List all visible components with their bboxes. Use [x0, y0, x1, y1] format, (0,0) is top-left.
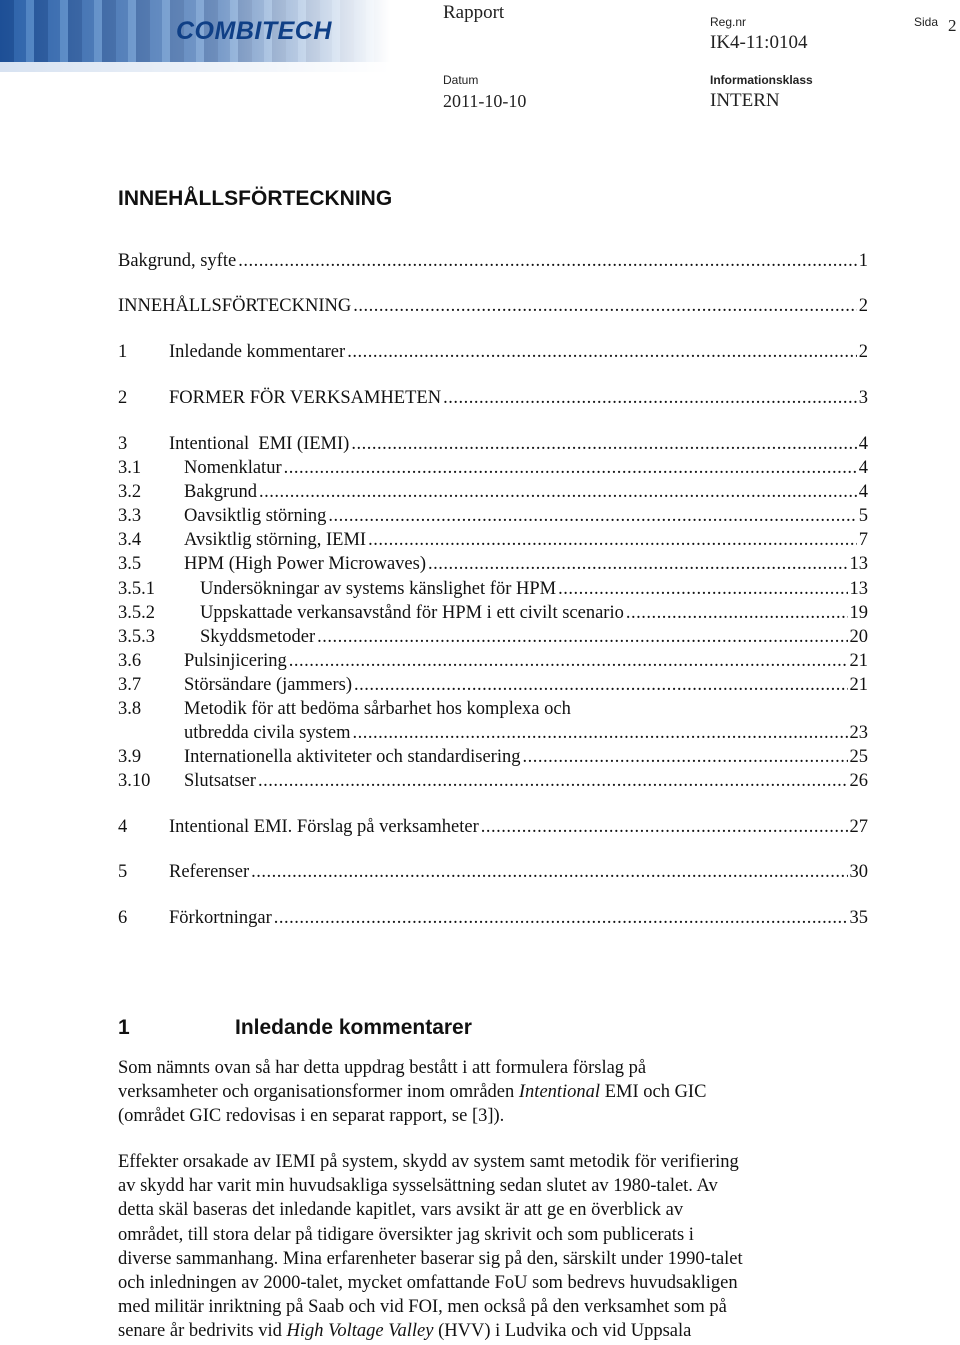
toc-entry-title: Referenser	[169, 862, 250, 882]
toc-entry[interactable]	[118, 673, 868, 697]
toc-entry-page: 26	[849, 771, 868, 791]
toc-entry[interactable]	[118, 577, 868, 601]
date-value: 2011-10-10	[443, 91, 527, 111]
toc-entry-title: Bakgrund, syfte	[118, 251, 237, 271]
page-number: 2	[948, 16, 957, 35]
toc-entry[interactable]	[118, 860, 868, 884]
toc-leader	[258, 769, 848, 793]
toc-entry-title: Skyddsmetoder	[200, 627, 316, 647]
toc-entry-title: Pulsinjicering	[184, 651, 287, 671]
toc-entry-number: 3.4	[118, 530, 142, 550]
section-heading: Inledande kommentarer	[235, 1016, 472, 1039]
logo-wordmark: COMBITECH	[176, 17, 332, 45]
toc-entry[interactable]	[118, 480, 868, 504]
toc-entry[interactable]	[118, 432, 868, 456]
toc-entry-page: 13	[849, 579, 868, 599]
toc-entry-number: 3.5.3	[118, 627, 155, 647]
toc-entry-number: 3.9	[118, 747, 142, 767]
toc-leader	[522, 745, 847, 769]
document-type: Rapport	[443, 2, 505, 23]
toc-entry-title: Uppskattade verkansavstånd för HPM i ett civilt scenario	[200, 603, 624, 623]
toc-leader	[328, 504, 856, 528]
toc-entry[interactable]	[118, 745, 868, 769]
toc-entry-number: 3.5.2	[118, 603, 155, 623]
toc-leader	[289, 649, 848, 673]
toc-entry-page: 2	[858, 296, 868, 316]
toc-entry-page: 13	[849, 554, 868, 574]
toc-leader	[274, 906, 848, 930]
toc-entry-page: 30	[849, 862, 868, 882]
toc-entry[interactable]	[118, 504, 868, 528]
text-line: (området GIC redovisas i en separat rapport, se [3]).	[118, 1106, 505, 1127]
toc-entry-title: Undersökningar av systems känslighet för HPM	[200, 579, 557, 599]
toc-entry[interactable]	[118, 697, 868, 745]
toc-leader	[626, 601, 848, 625]
toc-entry-title: INNEHÅLLSFÖRTECKNING	[118, 296, 352, 316]
toc-entry[interactable]	[118, 340, 868, 364]
toc-entry-number: 4	[118, 817, 128, 837]
toc-entry-page: 4	[858, 458, 868, 478]
regnr-value: IK4-11:0104	[710, 32, 808, 53]
toc-leader	[284, 456, 857, 480]
toc-entry-title: Internationella aktiviteter och standardisering	[184, 747, 521, 767]
toc-entry-page: 1	[858, 251, 868, 271]
toc-entry-page: 21	[849, 675, 868, 695]
toc-leader	[353, 294, 857, 318]
toc-entry[interactable]	[118, 386, 868, 410]
toc-entry-page: 4	[858, 482, 868, 502]
toc-entry-number: 3.5.1	[118, 579, 155, 599]
toc-entry-page: 2	[858, 342, 868, 362]
text-line: verksamheter och organisationsformer inom områden Intentional EMI och GIC	[118, 1082, 707, 1103]
toc-leader	[259, 480, 857, 504]
toc-entry[interactable]	[118, 456, 868, 480]
toc-leader	[251, 860, 847, 884]
toc-entry-number: 3.6	[118, 651, 142, 671]
regnr-label: Reg.nr	[710, 15, 747, 29]
toc-entry-page: 25	[849, 747, 868, 767]
toc-entry-title: Intentional EMI (IEMI)	[169, 434, 350, 454]
toc-entry-page: 23	[849, 723, 868, 743]
toc-entry-page: 27	[849, 817, 868, 837]
toc-entry-number: 3	[118, 434, 128, 454]
italic-term: High Voltage Valley	[286, 1321, 434, 1342]
toc-leader	[354, 673, 848, 697]
toc-entry-number: 3.3	[118, 506, 142, 526]
toc-entry-page: 20	[849, 627, 868, 647]
toc-entry-number: 3.1	[118, 458, 142, 478]
toc-entry[interactable]	[118, 601, 868, 625]
toc-entry-title: Förkortningar	[169, 908, 272, 928]
toc-entry-title: Oavsiktlig störning	[184, 506, 327, 526]
toc-entry-title: FORMER FÖR VERKSAMHETEN	[169, 388, 442, 408]
toc-leader	[428, 552, 847, 576]
toc-entry-title: Inledande kommentarer	[169, 342, 346, 362]
paragraph-1	[118, 1056, 858, 1129]
toc-entry-title: Avsiktlig störning, IEMI	[184, 530, 367, 550]
toc-entry-title: Metodik för att bedöma sårbarhet hos komplexa och	[184, 699, 571, 719]
toc-entry-number: 3.2	[118, 482, 142, 502]
toc-entry-page: 4	[858, 434, 868, 454]
toc-entry-number: 3.8	[118, 699, 142, 719]
toc-entry-number: 6	[118, 908, 128, 928]
toc-entry[interactable]	[118, 528, 868, 552]
text-line: av skydd har varit min huvudsakliga sysselsättning sedan slutet av 1980-talet. Av	[118, 1176, 718, 1197]
toc-entry-number: 5	[118, 862, 128, 882]
toc-entry-page: 21	[849, 651, 868, 671]
toc-entry-number: 1	[118, 342, 128, 362]
info-class-value: INTERN	[710, 90, 780, 111]
toc-entry[interactable]	[118, 249, 868, 273]
toc-entry-page: 5	[858, 506, 868, 526]
text-line: detta skäl baseras det inledande kapitlet, vars avsikt är att ge en överblick av	[118, 1200, 684, 1221]
toc-entry[interactable]	[118, 294, 868, 318]
toc-entry-title: Intentional EMI. Förslag på verksamheter	[169, 817, 479, 837]
page-label: Sida	[914, 15, 939, 29]
toc-entry-title: Störsändare (jammers)	[184, 675, 352, 695]
toc-leader	[238, 249, 857, 273]
toc-heading: INNEHÅLLSFÖRTECKNING	[118, 187, 393, 210]
toc-leader	[368, 528, 857, 552]
toc-entry-title-continued: utbredda civila system	[184, 723, 351, 743]
toc-leader	[317, 625, 847, 649]
info-class-label: Informationsklass	[710, 73, 813, 87]
toc-entry[interactable]	[118, 815, 868, 839]
text-line: med militär inriktning på Saab och vid FOI, men också på den verksamhet som på	[118, 1297, 727, 1318]
toc-entry-title: Bakgrund	[184, 482, 257, 502]
toc-entry-page: 35	[849, 908, 868, 928]
toc-entry[interactable]	[118, 649, 868, 673]
text-line: senare år bedrivits vid High Voltage Valley (HVV) i Ludvika och vid Uppsala	[118, 1321, 692, 1342]
text-line: diverse sammanhang. Mina erfarenheter baserar sig på den, särskilt under 1990-talet	[118, 1248, 743, 1269]
toc-entry-page: 19	[849, 603, 868, 623]
toc-entry-page: 7	[858, 530, 868, 550]
toc-entry-number: 3.7	[118, 675, 142, 695]
toc-leader	[347, 340, 857, 364]
toc-entry-title: Slutsatser	[184, 771, 256, 791]
paragraph-2	[118, 1150, 858, 1344]
text-line: och inledningen av 2000-talet, mycket omfattande FoU som bedrevs huvudsakligen	[118, 1273, 738, 1294]
italic-term: Intentional	[518, 1082, 601, 1103]
toc-entry[interactable]	[118, 625, 868, 649]
date-label: Datum	[443, 73, 479, 87]
toc-entry-title: Nomenklatur	[184, 458, 282, 478]
toc-entry-title: HPM (High Power Microwaves)	[184, 554, 427, 574]
toc-entry-number: 3.10	[118, 771, 151, 791]
toc-entry-page: 3	[858, 388, 868, 408]
toc-entry[interactable]	[118, 769, 868, 793]
text-line: området, till stora delar på tidigare översikter jag skrivit och som publicerats i	[118, 1224, 694, 1245]
toc-entry-number: 3.5	[118, 554, 142, 574]
section-number: 1	[118, 1016, 130, 1039]
toc-entry-number: 2	[118, 388, 128, 408]
toc-entry[interactable]	[118, 552, 868, 576]
toc-leader	[558, 577, 847, 601]
toc-leader	[351, 432, 856, 456]
toc-entry[interactable]	[118, 906, 868, 930]
company-logo	[0, 0, 390, 72]
toc-leader	[443, 386, 857, 410]
toc-leader	[481, 815, 848, 839]
text-line: Effekter orsakade av IEMI på system, skydd av system samt metodik för verifiering	[118, 1152, 739, 1172]
toc-leader	[352, 721, 847, 745]
text-line: Som nämnts ovan så har detta uppdrag bestått i att formulera förslag på	[118, 1058, 647, 1078]
